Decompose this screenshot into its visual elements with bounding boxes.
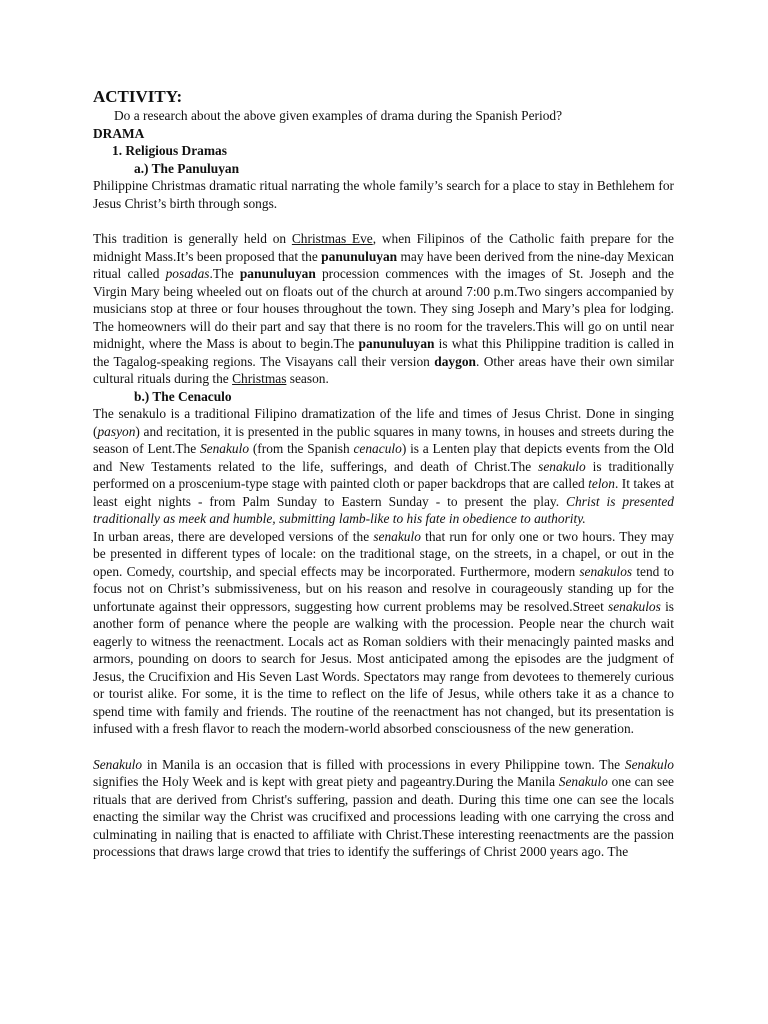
text-run: . It takes at least eight nights - from Palm Sunday to Eastern Sunday - to present the play. xyxy=(93,476,674,509)
text-run: (from the Spanish xyxy=(249,441,354,456)
text-run: procession commences with the images of St. Joseph and the Virgin Mary being wheeled out on floats out of the church at around 7:00 p.m.Two singers accompanied by musicians stop at three or four houses throughout the town. They sing Joseph and Mary’s plea for lodging. The homeowners will do their part and say that there is no room for the travelers.This will go on until near midnight, where the Mass is about to begin.The xyxy=(93,266,675,351)
text-run: tend to focus not on Christ’s submissiveness, but on his reason and resolve in courageously standing up for the unfortunate against their oppressors, suggesting how current problems may be resolved.Street xyxy=(93,563,674,614)
activity-question: Do a research about the above given examples of drama during the Spanish Period? xyxy=(114,108,563,123)
paragraph-spacer xyxy=(93,212,674,230)
text-run: panunuluyan xyxy=(239,266,316,281)
text-run: ) is a Lenten play that depicts events from the Old and New Testaments related to the life, sufferings, and death of Christ.The xyxy=(93,441,674,474)
text-run: In urban areas, there are developed versions of the xyxy=(93,528,374,544)
text-run: panunuluyan xyxy=(321,248,398,264)
text-run: Senakulo xyxy=(624,756,674,772)
text-run: season. xyxy=(286,371,329,386)
text-run: is what this Philippine tradition is called in the Tagalog-speaking regions. The Visayans call their version xyxy=(93,336,675,369)
text-run: that run for only one or two hours. They may be presented in different types of locale: on the traditional stage, on the streets, in a chapel, or out in the open. Comedy, courtship, and special effects may be incorporated. Furthermore, modern xyxy=(93,528,674,579)
text-run: daygon xyxy=(434,353,476,369)
text-run: cenaculo xyxy=(353,441,402,456)
text-run: one can see rituals that are derived from Christ's suffering, passion and death. During this time one can see the locals enacting the similar way the Christ was crucifixed and processions leading with one carrying the cross and culminating in nailing that is enacted to affiliate with Christ.These interesting reenactments are the passion processions that draws large crowd that tries to identify the sufferings of Christ 2000 years ago. The xyxy=(93,774,675,859)
paragraph-spacer xyxy=(93,738,674,756)
text-run: telon xyxy=(588,476,615,491)
text-run: Christ is presented traditionally as meek and humble, submitting lamb-like to his fate in obedience to authority. xyxy=(93,493,674,526)
text-run: senakulos xyxy=(579,563,633,579)
manila-senakulo-paragraph xyxy=(93,756,674,861)
text-run: senakulos xyxy=(608,598,661,614)
text-run: panunuluyan xyxy=(358,336,435,351)
cenaculo-paragraph-1 xyxy=(93,405,674,528)
text-run: Christmas xyxy=(232,371,287,386)
text-run: This tradition is generally held on xyxy=(93,231,292,246)
text-run: is traditionally performed on a proscenium-type stage with painted cloth or paper backdrops that are called xyxy=(93,458,674,491)
text-run: Senakulo xyxy=(93,756,143,772)
panuluyan-paragraph xyxy=(93,230,674,388)
text-run: Senakulo xyxy=(558,774,608,789)
subheading-religious-dramas: 1. Religious Dramas xyxy=(112,143,227,158)
section-heading-drama: DRAMA xyxy=(93,125,145,141)
cenaculo-paragraph-2 xyxy=(93,528,674,738)
text-run: Senakulo xyxy=(199,441,250,456)
text-run: may have been derived from the nine-day Mexican ritual called xyxy=(93,248,674,281)
text-run: ) and recitation, it is presented in the public squares in many towns, in houses and streets during the season of Lent.The xyxy=(93,423,674,456)
text-run: , when Filipinos of the Catholic faith prepare for the midnight Mass.It’s been proposed that the xyxy=(93,231,674,264)
subheading-panuluyan: a.) The Panuluyan xyxy=(134,160,240,176)
text-run: Christmas Eve xyxy=(291,231,373,246)
text-run: posadas xyxy=(165,266,210,281)
text-run: . Other areas have their own similar cultural rituals during the xyxy=(93,353,674,386)
text-run: pasyon xyxy=(97,423,136,439)
text-run: in Manila is an occasion that is filled with processions in every Philippine town. The xyxy=(142,756,625,772)
activity-title: ACTIVITY: xyxy=(93,87,183,106)
text-run: senakulo xyxy=(538,458,586,474)
subheading-cenaculo: b.) The Cenaculo xyxy=(134,388,232,404)
text-run: signifies the Holy Week and is kept with great piety and pageantry.During the Manila xyxy=(93,774,559,789)
text-run: .The xyxy=(209,266,240,281)
text-run: The senakulo is a traditional Filipino dramatization of the life and times of Jesus Christ. Done in singing ( xyxy=(93,406,674,439)
text-run: is another form of penance where the people are walking with the procession. People near the church wait eagerly to witness the reenactment. Locals act as Roman soldiers with their menacingly painted masks and armors, pounding on doors to search for Jesus. Most anticipated among the episodes are the judgment of Jesus, the Crucifixion and His Seven Last Words. Spectators may range from devotees to themerely curious or tourist alike. For some, it is the time to reflect on the life of Jesus, while others take it as a chance to spend time with family and friends. The routine of the reenactment has not changed, but its presentation is infused with a fresh flavor to reach the modern-world absorbed consciousness of the new generation. xyxy=(93,598,675,736)
text-run: senakulo xyxy=(373,528,421,544)
panuluyan-intro-paragraph: Philippine Christmas dramatic ritual narrating the whole family’s search for a place to stay in Bethlehem for Jesus Christ’s birth through songs. xyxy=(93,178,674,211)
